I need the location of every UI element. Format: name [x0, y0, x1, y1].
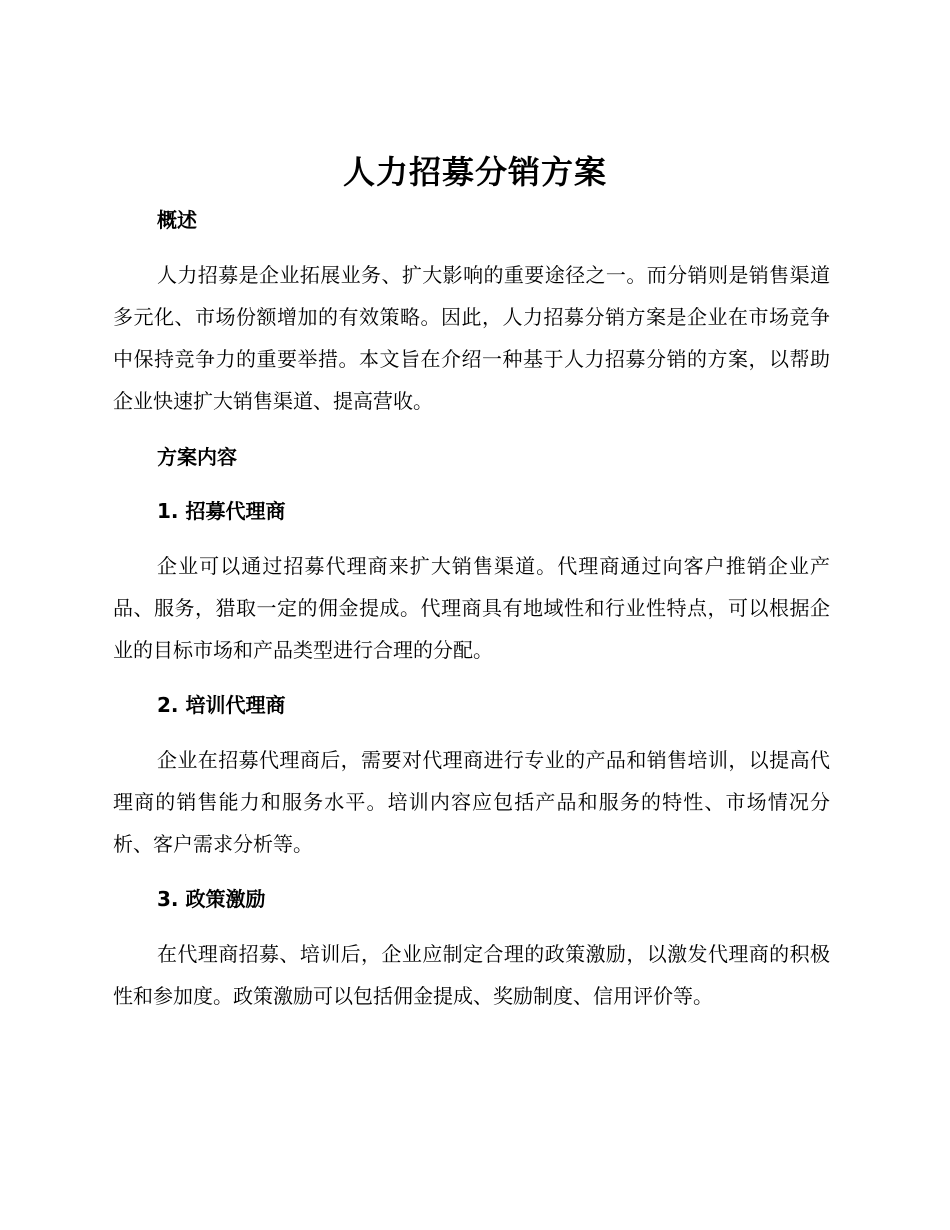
section-paragraph-policy-incentives: 在代理商招募、培训后，企业应制定合理的政策激励，以激发代理商的积极性和参加度。政策激励可以包括佣金提成、奖励制度、信用评价等。 [113, 942, 830, 1008]
section-heading-recruit-agents: 1. 招募代理商 [157, 499, 286, 523]
section-heading-train-agents: 2. 培训代理商 [157, 693, 286, 717]
overview-heading: 概述 [157, 208, 197, 232]
section-paragraph-train-agents: 企业在招募代理商后，需要对代理商进行专业的产品和销售培训，以提高代理商的销售能力和服务水平。培训内容应包括产品和服务的特性、市场情况分析、客户需求分析等。 [113, 748, 830, 856]
section-heading-policy-incentives: 3. 政策激励 [157, 887, 266, 911]
overview-paragraph: 人力招募是企业拓展业务、扩大影响的重要途径之一。而分销则是销售渠道多元化、市场份额增加的有效策略。因此，人力招募分销方案是企业在市场竞争中保持竞争力的重要举措。本文旨在介绍一种基于人力招募分销的方案，以帮助企业快速扩大销售渠道、提高营收。 [113, 263, 830, 413]
section-paragraph-recruit-agents: 企业可以通过招募代理商来扩大销售渠道。代理商通过向客户推销企业产品、服务，猎取一定的佣金提成。代理商具有地域性和行业性特点，可以根据企业的目标市场和产品类型进行合理的分配。 [113, 554, 830, 662]
document-title: 人力招募分销方案 [342, 153, 607, 191]
content-heading: 方案内容 [157, 445, 237, 469]
